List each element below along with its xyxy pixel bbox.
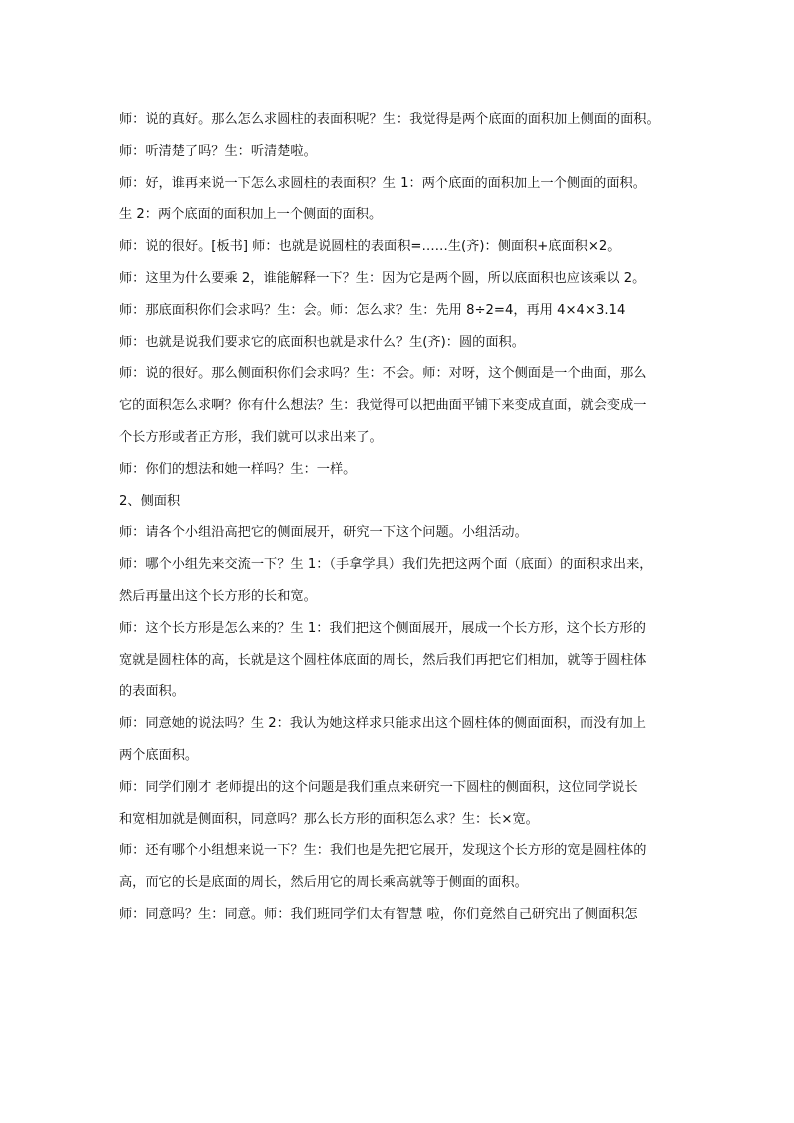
text-line: 它的面积怎么求啊？你有什么想法？生：我觉得可以把曲面平铺下来变成直面，就会变成一 [119, 398, 647, 414]
text-line: 师：同意她的说法吗？生 2：我认为她这样求只能求出这个圆柱体的侧面面积，而没有加上 [119, 716, 646, 732]
text-line: 的表面积。 [119, 684, 185, 700]
text-line: 师：这个长方形是怎么来的？生 1：我们把这个侧面展开，展成一个长方形，这个长方形的 [119, 620, 646, 636]
text-line: 两个底面积。 [119, 747, 199, 763]
text-line: 师：那底面积你们会求吗？生：会。师：怎么求？生：先用 8÷2=4，再用 4×4×3.14 [119, 302, 626, 318]
document-body [119, 104, 679, 931]
text-line: 宽就是圆柱体的高，长就是这个圆柱体底面的周长，然后我们再把它们相加，就等于圆柱体 [119, 652, 647, 668]
text-line: 高，而它的长是底面的周长，然后用它的周长乘高就等于侧面的面积。 [119, 875, 528, 891]
text-line: 师：说的很好。那么侧面积你们会求吗？生：不会。师：对呀，这个侧面是一个曲面，那么 [119, 366, 647, 382]
text-line: 师：好，谁再来说一下怎么求圆柱的表面积？生 1：两个底面的面积加上一个侧面的面积。 [119, 175, 646, 191]
text-line: 生 2：两个底面的面积加上一个侧面的面积。 [119, 207, 383, 223]
section-heading: 2、侧面积 [119, 493, 181, 509]
text-line: 个长方形或者正方形，我们就可以求出来了。 [119, 429, 383, 445]
text-line: 师：你们的想法和她一样吗？生：一样。 [119, 461, 357, 477]
text-line: 师：同意吗？生：同意。师：我们班同学们太有智慧 啦，你们竟然自己研究出了侧面积怎 [119, 906, 638, 922]
text-line: 师：听清楚了吗？生：听清楚啦。 [119, 143, 317, 159]
text-line: 然后再量出这个长方形的长和宽。 [119, 588, 317, 604]
text-line: 师：也就是说我们要求它的底面积也就是求什么？生(齐)：圆的面积。 [119, 334, 525, 350]
text-line: 和宽相加就是侧面积，同意吗？那么长方形的面积怎么求？生：长×宽。 [119, 811, 539, 827]
text-line: 师：哪个小组先来交流一下？生 1：（手拿学具）我们先把这两个面（底面）的面积求出来， [119, 557, 653, 573]
text-line: 师：说的真好。那么怎么求圆柱的表面积呢？生：我觉得是两个底面的面积加上侧面的面积。 [119, 112, 660, 127]
text-line: 师：同学们刚才 老师提出的这个问题是我们重点来研究一下圆柱的侧面积，这位同学说长 [119, 779, 638, 795]
text-line: 师：这里为什么要乘 2，谁能解释一下？生：因为它是两个圆，所以底面积也应该乘以 2。 [119, 270, 646, 286]
text-line: 师：请各个小组沿高把它的侧面展开，研究一下这个问题。小组活动。 [119, 525, 528, 541]
text-line: 师：还有哪个小组想来说一下？生：我们也是先把它展开，发现这个长方形的宽是圆柱体的 [119, 843, 647, 859]
text-line: 师：说的很好。[板书] 师：也就是说圆柱的表面积=……生(齐)：侧面积+底面积×2。 [119, 239, 621, 255]
